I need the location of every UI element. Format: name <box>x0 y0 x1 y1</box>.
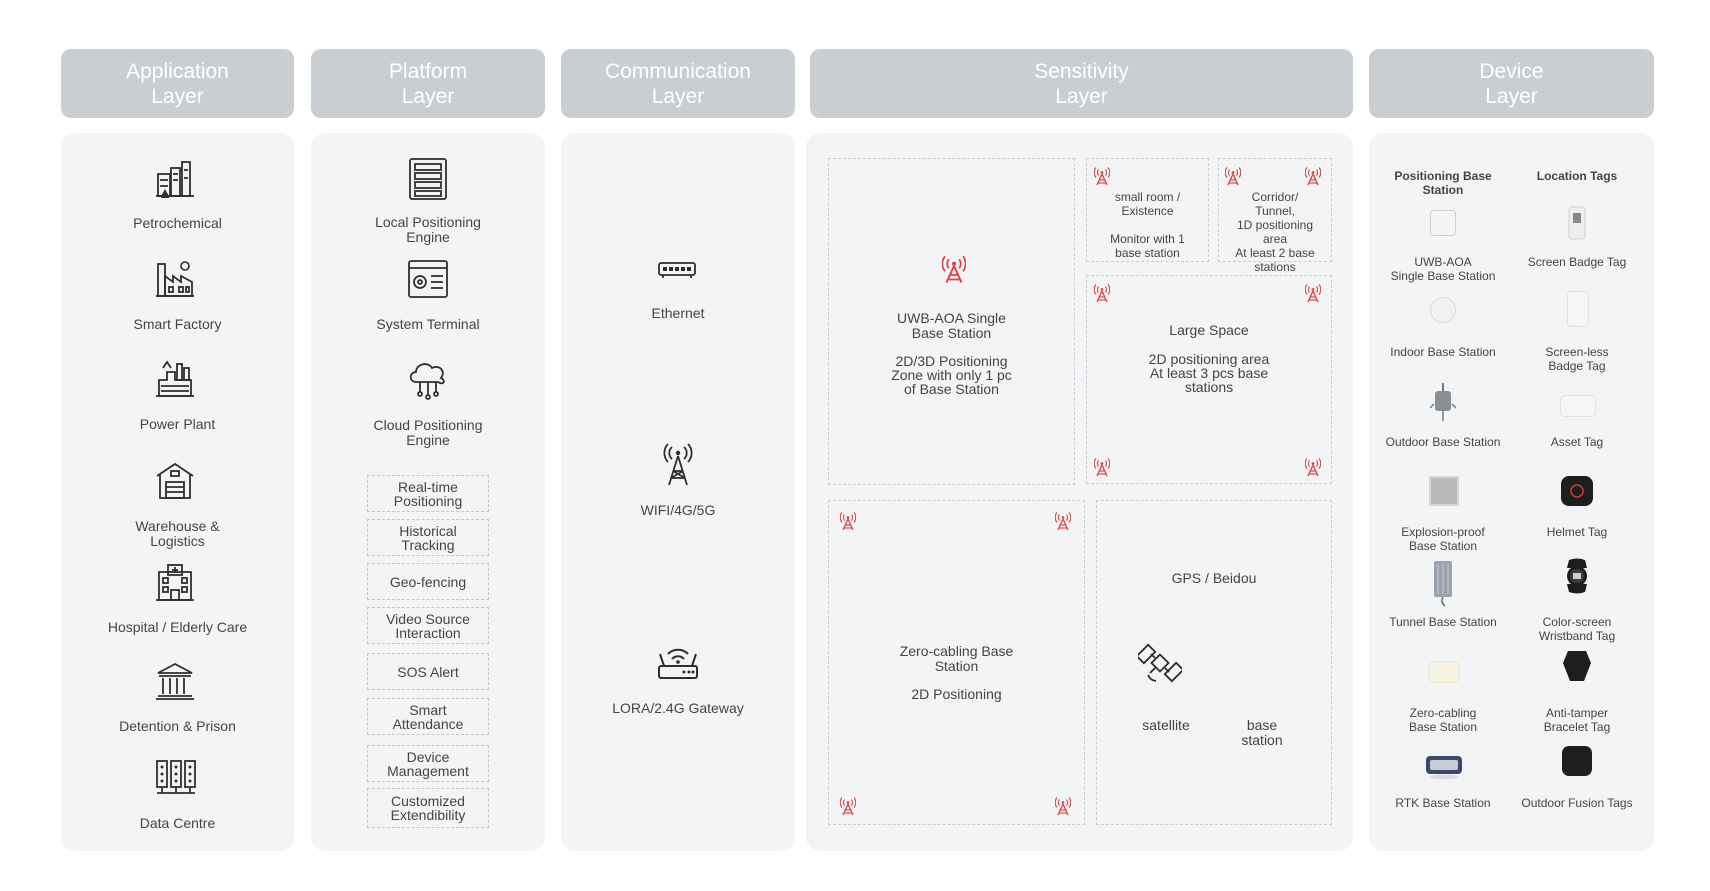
cloud-icon <box>406 358 450 400</box>
warehouse-icon <box>155 460 195 502</box>
comm-item-wifi-4g-5g: WIFI/4G/5G <box>640 502 716 518</box>
platform-item-system-terminal: System Terminal <box>376 316 480 332</box>
device-tag-helmet: Helmet Tag <box>1546 525 1608 539</box>
screenless-badge-tag-image <box>1567 291 1589 327</box>
corridor-text: Corridor/ Tunnel, 1D positioning area At least 2 base stations <box>1235 190 1315 274</box>
app-item-smart-factory: Smart Factory <box>133 316 222 332</box>
device-base-rtk: RTK Base Station <box>1395 796 1491 810</box>
function-realtime-positioning: Real-time Positioning <box>367 475 489 512</box>
hospital-icon <box>155 562 195 604</box>
app-item-data-centre: Data Centre <box>139 815 216 831</box>
zero-cabling-antenna-tr-icon <box>1055 511 1071 531</box>
app-item-power-plant: Power Plant <box>139 416 216 432</box>
local-positioning-engine-icon <box>407 157 449 201</box>
uwb-aoa-title: UWB-AOA Single Base Station <box>897 310 1006 341</box>
device-head-location-tags: Location Tags <box>1536 169 1618 183</box>
outdoor-station-image <box>1430 382 1456 422</box>
zero-cabling-antenna-bl-icon <box>840 796 856 816</box>
asset-tag-image <box>1560 395 1596 417</box>
comm-item-lora-gateway: LORA/2.4G Gateway <box>612 700 744 716</box>
zero-cabling-antenna-br-icon <box>1055 796 1071 816</box>
small-room-text: small room / Existence Monitor with 1 base station <box>1110 190 1185 260</box>
app-item-petrochemical: Petrochemical <box>133 215 222 231</box>
screen-badge-tag-image <box>1567 205 1587 241</box>
large-space-title: Large Space <box>1169 322 1249 338</box>
device-head-positioning-base-station: Positioning Base Station <box>1394 169 1492 197</box>
data-centre-icon <box>155 757 197 799</box>
uwb-aoa-desc: 2D/3D Positioning Zone with only 1 pc of Base Station <box>891 353 1012 397</box>
header-platform-layer: Platform Layer <box>311 49 545 118</box>
satellite-label: satellite <box>1142 717 1190 733</box>
zero-cabling-desc: 2D Positioning <box>911 686 1002 702</box>
device-tag-screenless-badge: Screen-less Badge Tag <box>1545 345 1609 373</box>
function-video-source-interaction: Video Source Interaction <box>367 607 489 644</box>
device-base-outdoor: Outdoor Base Station <box>1385 435 1501 449</box>
function-smart-attendance: Smart Attendance <box>367 698 489 735</box>
header-sensitivity-layer: Sensitivity Layer <box>810 49 1353 118</box>
corridor-antenna-left-icon <box>1225 166 1241 186</box>
device-tag-asset: Asset Tag <box>1550 435 1604 449</box>
router-icon <box>656 642 700 682</box>
device-tag-color-screen-wristband: Color-screen Wristband Tag <box>1538 615 1616 643</box>
communication-column <box>561 133 795 851</box>
function-historical-tracking: Historical Tracking <box>367 519 489 556</box>
device-base-explosion-proof: Explosion-proof Base Station <box>1401 525 1485 553</box>
small-room-antenna-icon <box>1094 166 1110 186</box>
large-space-antenna-bl-icon <box>1094 457 1110 477</box>
function-device-management: Device Management <box>367 745 489 782</box>
app-item-detention-prison: Detention & Prison <box>119 718 236 734</box>
zero-cabling-title: Zero-cabling Base Station <box>899 643 1014 674</box>
petrochemical-icon <box>155 158 195 200</box>
header-application-layer: Application Layer <box>61 49 294 118</box>
gps-beidou-title: GPS / Beidou <box>1171 570 1257 586</box>
zero-cabling-antenna-tl-icon <box>840 511 856 531</box>
satellite-icon <box>1138 641 1182 685</box>
helmet-tag-image <box>1560 475 1594 507</box>
indoor-station-image <box>1430 297 1456 323</box>
detention-prison-icon <box>155 660 195 702</box>
explosion-proof-station-image <box>1429 476 1459 506</box>
device-base-tunnel: Tunnel Base Station <box>1389 615 1497 629</box>
zero-cabling-station-image <box>1428 661 1460 683</box>
corridor-antenna-right-icon <box>1305 166 1321 186</box>
device-tag-outdoor-fusion: Outdoor Fusion Tags <box>1521 796 1633 810</box>
zone-gps-beidou <box>1096 500 1332 825</box>
device-base-indoor: Indoor Base Station <box>1390 345 1496 359</box>
wristband-tag-image <box>1561 558 1593 594</box>
system-terminal-icon <box>407 259 449 299</box>
device-tag-anti-tamper-bracelet: Anti-tamper Bracelet Tag <box>1543 706 1611 734</box>
comm-item-ethernet: Ethernet <box>651 305 705 321</box>
cell-tower-icon <box>662 443 694 487</box>
large-space-desc: 2D positioning area At least 3 pcs base stations <box>1148 351 1270 395</box>
device-base-uwb-aoa: UWB-AOA Single Base Station <box>1390 255 1496 283</box>
app-item-warehouse-logistics: Warehouse & Logistics <box>135 518 220 549</box>
smart-factory-icon <box>155 258 195 300</box>
anti-tamper-bracelet-image <box>1562 649 1592 683</box>
uwb-antenna-icon <box>942 253 966 285</box>
large-space-antenna-tr-icon <box>1305 283 1321 303</box>
app-item-hospital-elderly-care: Hospital / Elderly Care <box>107 619 248 635</box>
large-space-antenna-br-icon <box>1305 457 1321 477</box>
power-plant-icon <box>155 358 195 400</box>
base-station-label: base station <box>1241 717 1283 748</box>
ethernet-icon <box>657 260 697 280</box>
tunnel-station-image <box>1432 560 1454 608</box>
device-base-zero-cabling: Zero-cabling Base Station <box>1408 706 1478 734</box>
function-customized-extendibility: Customized Extendibility <box>367 788 489 828</box>
header-communication-layer: Communication Layer <box>561 49 795 118</box>
large-space-antenna-tl-icon <box>1094 283 1110 303</box>
device-column <box>1369 133 1654 851</box>
platform-item-local-positioning-engine: Local Positioning Engine <box>375 214 481 245</box>
uwb-aoa-station-image <box>1430 210 1456 236</box>
function-sos-alert: SOS Alert <box>367 653 489 690</box>
rtk-station-image <box>1424 752 1464 780</box>
header-device-layer: Device Layer <box>1369 49 1654 118</box>
platform-item-cloud-positioning-engine: Cloud Positioning Engine <box>373 417 483 448</box>
outdoor-fusion-tag-image <box>1562 746 1592 776</box>
function-geo-fencing: Geo-fencing <box>367 563 489 600</box>
device-tag-screen-badge: Screen Badge Tag <box>1527 255 1627 269</box>
